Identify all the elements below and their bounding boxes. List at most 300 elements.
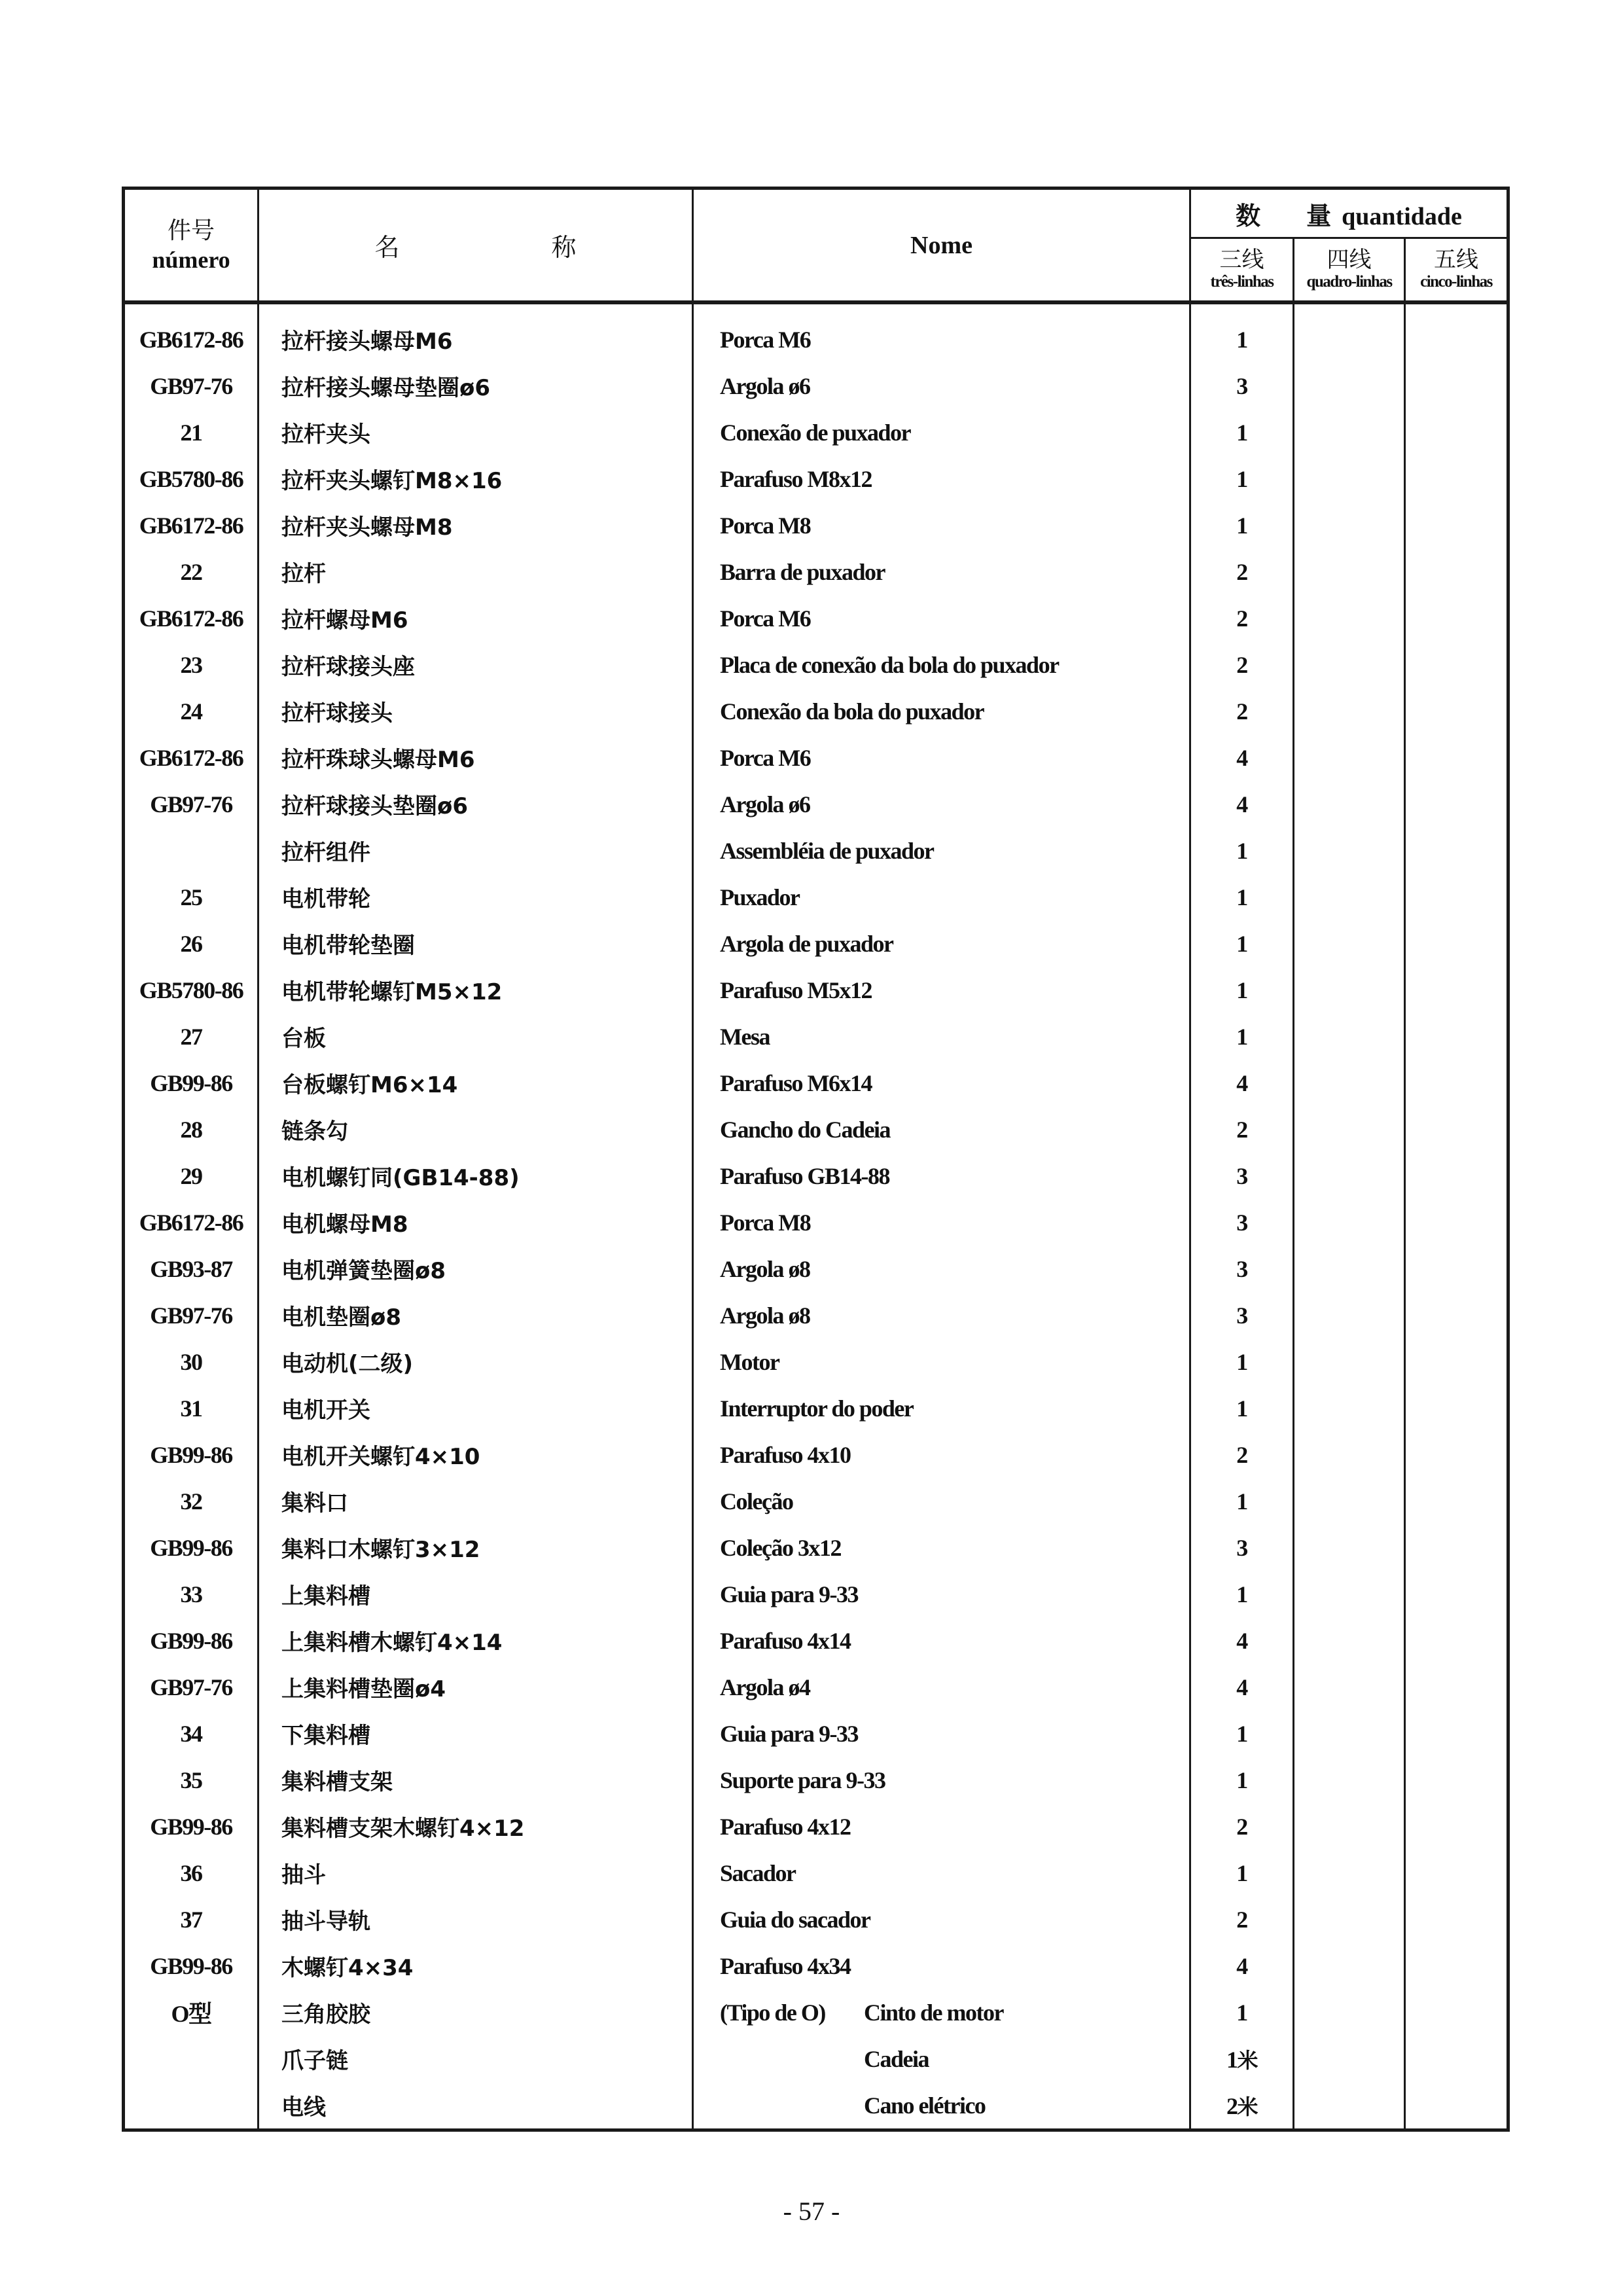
table-row xyxy=(124,1664,1508,1710)
table-row xyxy=(124,781,1508,827)
qty-value: 2 xyxy=(1236,605,1247,632)
cell-name-cn: 拉杆 xyxy=(259,548,693,595)
qty-value: 2 xyxy=(1236,1441,1247,1468)
cell-numero: 23 xyxy=(124,641,259,688)
cell-qty-quadro-linhas xyxy=(1294,1710,1405,1757)
nome-pt-text: Cano elétrico xyxy=(864,2092,986,2119)
cell-qty-quadro-linhas xyxy=(1294,1757,1405,1803)
header-cinco-linhas xyxy=(1405,238,1508,303)
cell-nome-pt xyxy=(693,409,1190,456)
cell-qty-cinco-linhas xyxy=(1405,1060,1508,1106)
table-row xyxy=(124,1153,1508,1199)
nome-pt-text: Coleção 3x12 xyxy=(720,1534,841,1561)
cell-qty-quadro-linhas xyxy=(1294,2036,1405,2082)
cell-name-cn: 上集料槽木螺钉4×14 xyxy=(259,1617,693,1664)
table-row xyxy=(124,2082,1508,2130)
cell-numero: GB6172-86 xyxy=(124,734,259,781)
table-header xyxy=(124,188,1508,303)
table-row xyxy=(124,967,1508,1013)
cell-qty-cinco-linhas xyxy=(1405,595,1508,641)
qty-value: 1 xyxy=(1236,326,1247,353)
cell-qty-cinco-linhas xyxy=(1405,1896,1508,1943)
cell-name-cn: 拉杆珠球头螺母M6 xyxy=(259,734,693,781)
nome-pt-text: Suporte para 9-33 xyxy=(720,1767,885,1793)
qty-value: 2 xyxy=(1236,1116,1247,1143)
cell-name-cn: 下集料槽 xyxy=(259,1710,693,1757)
table-row xyxy=(124,409,1508,456)
nome-pt-text: Porca M8 xyxy=(720,1209,811,1236)
cell-numero xyxy=(124,827,259,874)
cell-nome-pt xyxy=(693,1664,1190,1710)
header-quantity-cn-1: 数 xyxy=(1236,201,1261,230)
nome-pt-text: Cinto de motor xyxy=(864,1999,1003,2026)
cell-qty-quadro-linhas xyxy=(1294,641,1405,688)
qty-value: 1 xyxy=(1236,419,1247,446)
cell-numero: GB99-86 xyxy=(124,1524,259,1571)
page-number: - 57 - xyxy=(783,2197,840,2226)
cell-qty-tres-linhas xyxy=(1190,2082,1294,2130)
cell-name-cn: 台板螺钉M6×14 xyxy=(259,1060,693,1106)
cell-qty-cinco-linhas xyxy=(1405,1710,1508,1757)
cell-nome-pt xyxy=(693,1013,1190,1060)
nome-pt-text: Argola de puxador xyxy=(720,930,893,957)
cell-nome-pt xyxy=(693,1710,1190,1757)
table-body xyxy=(124,302,1508,2130)
cell-qty-cinco-linhas xyxy=(1405,920,1508,967)
nome-pt-text: Argola ø6 xyxy=(720,791,810,817)
cell-qty-tres-linhas xyxy=(1190,1013,1294,1060)
cell-name-cn: 上集料槽垫圈ø4 xyxy=(259,1664,693,1710)
cell-qty-tres-linhas xyxy=(1190,1943,1294,1989)
cell-qty-tres-linhas xyxy=(1190,1664,1294,1710)
qty-value: 2 xyxy=(1226,2092,1238,2119)
cell-qty-cinco-linhas xyxy=(1405,1199,1508,1246)
cell-nome-pt xyxy=(693,1153,1190,1199)
cell-nome-pt xyxy=(693,1106,1190,1153)
cell-qty-cinco-linhas xyxy=(1405,641,1508,688)
cell-numero: GB97-76 xyxy=(124,1664,259,1710)
table-row xyxy=(124,1524,1508,1571)
cell-numero: GB99-86 xyxy=(124,1060,259,1106)
cell-qty-tres-linhas xyxy=(1190,302,1294,363)
qty-value: 4 xyxy=(1236,1952,1247,1979)
cell-nome-pt xyxy=(693,1246,1190,1292)
cell-nome-pt xyxy=(693,641,1190,688)
qty-value: 3 xyxy=(1236,1162,1247,1189)
nome-pt-text: Argola ø8 xyxy=(720,1302,810,1329)
cell-nome-pt xyxy=(693,688,1190,734)
qty-value: 3 xyxy=(1236,372,1247,399)
cell-qty-tres-linhas xyxy=(1190,1153,1294,1199)
cell-nome-pt xyxy=(693,1896,1190,1943)
table-row xyxy=(124,1292,1508,1338)
cell-numero: 28 xyxy=(124,1106,259,1153)
cell-numero: GB97-76 xyxy=(124,363,259,409)
cell-qty-quadro-linhas xyxy=(1294,688,1405,734)
nome-pt-text: Parafuso 4x10 xyxy=(720,1441,851,1468)
nome-pt-text: Parafuso 4x14 xyxy=(720,1627,851,1654)
qty-value: 2 xyxy=(1236,1813,1247,1840)
cell-qty-quadro-linhas xyxy=(1294,409,1405,456)
nome-pt-text: Assembléia de puxador xyxy=(720,837,934,864)
cell-nome-pt xyxy=(693,1292,1190,1338)
cell-qty-tres-linhas xyxy=(1190,1246,1294,1292)
table-row xyxy=(124,1106,1508,1153)
cell-numero: O型 xyxy=(124,1989,259,2036)
cell-qty-tres-linhas xyxy=(1190,502,1294,548)
cell-qty-quadro-linhas xyxy=(1294,1292,1405,1338)
qty-value: 3 xyxy=(1236,1302,1247,1329)
qty-unit: 米 xyxy=(1237,2047,1257,2073)
qty-value: 1 xyxy=(1236,1720,1247,1747)
nome-pt-text: Porca M6 xyxy=(720,744,811,771)
cell-qty-quadro-linhas xyxy=(1294,1943,1405,1989)
nome-pt-text: Guia para 9-33 xyxy=(720,1581,859,1607)
cell-qty-tres-linhas xyxy=(1190,1060,1294,1106)
cell-qty-cinco-linhas xyxy=(1405,363,1508,409)
qty-value: 1 xyxy=(1236,1023,1247,1050)
nome-pt-text: Cadeia xyxy=(864,2045,929,2072)
header-name-cn: 名 称 xyxy=(259,188,693,303)
nome-pt-text: Argola ø8 xyxy=(720,1255,810,1282)
nome-pt-text: Guia para 9-33 xyxy=(720,1720,859,1747)
header-quantity-pt: quantidade xyxy=(1342,202,1462,230)
cell-name-cn: 拉杆夹头螺钉M8×16 xyxy=(259,456,693,502)
cell-qty-cinco-linhas xyxy=(1405,302,1508,363)
cell-qty-cinco-linhas xyxy=(1405,967,1508,1013)
cell-qty-quadro-linhas xyxy=(1294,1571,1405,1617)
cell-nome-pt xyxy=(693,874,1190,920)
cell-numero: GB97-76 xyxy=(124,1292,259,1338)
table-row xyxy=(124,1478,1508,1524)
cell-nome-pt xyxy=(693,2036,1190,2082)
cell-numero: GB97-76 xyxy=(124,781,259,827)
nome-pt-text: Interruptor do poder xyxy=(720,1395,914,1422)
cell-nome-pt xyxy=(693,502,1190,548)
nome-pt-text: Parafuso M5x12 xyxy=(720,977,872,1003)
cell-qty-quadro-linhas xyxy=(1294,920,1405,967)
header-sub-cn: 三线 xyxy=(1219,247,1264,273)
cell-name-cn: 拉杆夹头 xyxy=(259,409,693,456)
cell-name-cn: 电机带轮螺钉M5×12 xyxy=(259,967,693,1013)
cell-qty-tres-linhas xyxy=(1190,688,1294,734)
cell-qty-tres-linhas xyxy=(1190,874,1294,920)
cell-qty-tres-linhas xyxy=(1190,1478,1294,1524)
cell-qty-cinco-linhas xyxy=(1405,1757,1508,1803)
cell-name-cn: 抽斗导轨 xyxy=(259,1896,693,1943)
nome-pt-text: Conexão de puxador xyxy=(720,419,911,446)
cell-qty-tres-linhas xyxy=(1190,1292,1294,1338)
header-nome: Nome xyxy=(693,188,1190,303)
cell-qty-quadro-linhas xyxy=(1294,456,1405,502)
qty-value: 3 xyxy=(1236,1255,1247,1282)
qty-value: 4 xyxy=(1236,1674,1247,1700)
cell-name-cn: 拉杆球接头垫圈ø6 xyxy=(259,781,693,827)
cell-qty-tres-linhas xyxy=(1190,920,1294,967)
cell-qty-tres-linhas xyxy=(1190,1524,1294,1571)
cell-qty-tres-linhas xyxy=(1190,781,1294,827)
cell-qty-quadro-linhas xyxy=(1294,1617,1405,1664)
cell-qty-tres-linhas xyxy=(1190,1431,1294,1478)
cell-nome-pt xyxy=(693,548,1190,595)
cell-numero: 32 xyxy=(124,1478,259,1524)
cell-qty-tres-linhas xyxy=(1190,967,1294,1013)
cell-qty-cinco-linhas xyxy=(1405,2082,1508,2130)
table-row xyxy=(124,874,1508,920)
table-row xyxy=(124,1896,1508,1943)
qty-value: 1 xyxy=(1236,1999,1247,2026)
table-row xyxy=(124,1710,1508,1757)
cell-nome-pt xyxy=(693,1989,1190,2036)
qty-value: 1 xyxy=(1236,837,1247,864)
cell-qty-quadro-linhas xyxy=(1294,827,1405,874)
cell-qty-quadro-linhas xyxy=(1294,548,1405,595)
header-numero-pt: número xyxy=(152,247,230,273)
cell-name-cn: 集料口木螺钉3×12 xyxy=(259,1524,693,1571)
qty-value: 1 xyxy=(1236,1395,1247,1422)
cell-qty-cinco-linhas xyxy=(1405,1571,1508,1617)
cell-numero: 30 xyxy=(124,1338,259,1385)
cell-numero: GB99-86 xyxy=(124,1617,259,1664)
table-row xyxy=(124,641,1508,688)
header-quantity-cn-2: 量 xyxy=(1306,201,1332,230)
table-row xyxy=(124,502,1508,548)
cell-qty-quadro-linhas xyxy=(1294,1153,1405,1199)
qty-unit: 米 xyxy=(1237,2094,1257,2119)
nome-pt-text: Placa de conexão da bola do puxador xyxy=(720,651,1059,678)
cell-qty-cinco-linhas xyxy=(1405,781,1508,827)
cell-qty-quadro-linhas xyxy=(1294,363,1405,409)
cell-nome-pt xyxy=(693,2082,1190,2130)
header-tres-linhas xyxy=(1190,238,1294,303)
cell-qty-cinco-linhas xyxy=(1405,1943,1508,1989)
qty-value: 2 xyxy=(1236,698,1247,725)
cell-numero: GB99-86 xyxy=(124,1803,259,1850)
cell-nome-pt xyxy=(693,827,1190,874)
cell-numero: 33 xyxy=(124,1571,259,1617)
qty-value: 1 xyxy=(1236,1348,1247,1375)
qty-value: 4 xyxy=(1236,791,1247,817)
qty-value: 1 xyxy=(1236,465,1247,492)
cell-numero: 24 xyxy=(124,688,259,734)
nome-pt-text: Parafuso M6x14 xyxy=(720,1069,872,1096)
header-numero xyxy=(124,188,259,303)
cell-name-cn: 电机带轮垫圈 xyxy=(259,920,693,967)
header-sub-pt: quadro-linhas xyxy=(1306,273,1392,291)
cell-numero: 34 xyxy=(124,1710,259,1757)
nome-pt-text: Puxador xyxy=(720,884,800,910)
cell-qty-quadro-linhas xyxy=(1294,734,1405,781)
cell-nome-pt xyxy=(693,920,1190,967)
cell-qty-tres-linhas xyxy=(1190,827,1294,874)
cell-qty-tres-linhas xyxy=(1190,1989,1294,2036)
cell-nome-pt xyxy=(693,1803,1190,1850)
table-row xyxy=(124,595,1508,641)
qty-value: 3 xyxy=(1236,1209,1247,1236)
cell-qty-quadro-linhas xyxy=(1294,1850,1405,1896)
cell-name-cn: 拉杆螺母M6 xyxy=(259,595,693,641)
cell-qty-quadro-linhas xyxy=(1294,1246,1405,1292)
qty-value: 1 xyxy=(1226,2046,1238,2073)
cell-nome-pt xyxy=(693,1617,1190,1664)
qty-value: 2 xyxy=(1236,1906,1247,1933)
cell-nome-pt xyxy=(693,1757,1190,1803)
cell-name-cn: 电机弹簧垫圈ø8 xyxy=(259,1246,693,1292)
header-quantity xyxy=(1190,188,1508,238)
cell-name-cn: 木螺钉4×34 xyxy=(259,1943,693,1989)
cell-qty-quadro-linhas xyxy=(1294,967,1405,1013)
cell-qty-tres-linhas xyxy=(1190,1617,1294,1664)
nome-pt-text: Porca M6 xyxy=(720,605,811,632)
cell-numero: 26 xyxy=(124,920,259,967)
cell-qty-cinco-linhas xyxy=(1405,409,1508,456)
cell-qty-cinco-linhas xyxy=(1405,1246,1508,1292)
cell-qty-tres-linhas xyxy=(1190,1385,1294,1431)
cell-qty-cinco-linhas xyxy=(1405,502,1508,548)
cell-nome-pt xyxy=(693,1060,1190,1106)
table-row xyxy=(124,548,1508,595)
cell-qty-tres-linhas xyxy=(1190,1757,1294,1803)
table-row xyxy=(124,2036,1508,2082)
cell-qty-cinco-linhas xyxy=(1405,1385,1508,1431)
nome-pt-text: Barra de puxador xyxy=(720,558,885,585)
table-row xyxy=(124,1338,1508,1385)
cell-qty-cinco-linhas xyxy=(1405,1617,1508,1664)
cell-name-cn: 拉杆夹头螺母M8 xyxy=(259,502,693,548)
cell-numero: GB99-86 xyxy=(124,1943,259,1989)
table-row xyxy=(124,1060,1508,1106)
table-row xyxy=(124,302,1508,363)
cell-numero: 31 xyxy=(124,1385,259,1431)
nome-pt-text: Porca M6 xyxy=(720,326,811,353)
table-row xyxy=(124,1431,1508,1478)
cell-nome-pt xyxy=(693,1943,1190,1989)
nome-pt-text: Parafuso GB14-88 xyxy=(720,1162,889,1189)
cell-qty-tres-linhas xyxy=(1190,1106,1294,1153)
cell-qty-quadro-linhas xyxy=(1294,302,1405,363)
cell-qty-tres-linhas xyxy=(1190,734,1294,781)
table-row xyxy=(124,827,1508,874)
nome-pt-text: Parafuso 4x34 xyxy=(720,1952,851,1979)
cell-qty-cinco-linhas xyxy=(1405,2036,1508,2082)
cell-numero: 36 xyxy=(124,1850,259,1896)
table-row xyxy=(124,1013,1508,1060)
cell-qty-quadro-linhas xyxy=(1294,781,1405,827)
cell-numero xyxy=(124,2082,259,2130)
table-row xyxy=(124,363,1508,409)
cell-qty-quadro-linhas xyxy=(1294,1478,1405,1524)
cell-nome-pt xyxy=(693,1338,1190,1385)
table-row xyxy=(124,1803,1508,1850)
cell-name-cn: 集料口 xyxy=(259,1478,693,1524)
cell-name-cn: 电机垫圈ø8 xyxy=(259,1292,693,1338)
cell-nome-pt xyxy=(693,967,1190,1013)
cell-qty-quadro-linhas xyxy=(1294,1338,1405,1385)
cell-qty-cinco-linhas xyxy=(1405,1431,1508,1478)
qty-value: 1 xyxy=(1236,1859,1247,1886)
cell-qty-tres-linhas xyxy=(1190,1199,1294,1246)
table-row xyxy=(124,456,1508,502)
cell-qty-quadro-linhas xyxy=(1294,1385,1405,1431)
cell-qty-quadro-linhas xyxy=(1294,595,1405,641)
cell-qty-tres-linhas xyxy=(1190,641,1294,688)
table-row xyxy=(124,1246,1508,1292)
qty-value: 1 xyxy=(1236,512,1247,539)
header-sub-pt: cinco-linhas xyxy=(1420,273,1492,291)
qty-value: 1 xyxy=(1236,930,1247,957)
nome-pt-text: Argola ø4 xyxy=(720,1674,810,1700)
nome-pt-text: Mesa xyxy=(720,1023,770,1050)
cell-qty-quadro-linhas xyxy=(1294,1013,1405,1060)
cell-name-cn: 抽斗 xyxy=(259,1850,693,1896)
cell-nome-pt xyxy=(693,302,1190,363)
cell-qty-quadro-linhas xyxy=(1294,1896,1405,1943)
cell-qty-cinco-linhas xyxy=(1405,1803,1508,1850)
table-row xyxy=(124,1199,1508,1246)
cell-qty-quadro-linhas xyxy=(1294,874,1405,920)
cell-numero: 37 xyxy=(124,1896,259,1943)
cell-qty-quadro-linhas xyxy=(1294,1431,1405,1478)
cell-qty-cinco-linhas xyxy=(1405,734,1508,781)
cell-nome-pt xyxy=(693,595,1190,641)
cell-name-cn: 拉杆接头螺母M6 xyxy=(259,302,693,363)
cell-numero: GB99-86 xyxy=(124,1431,259,1478)
table-row xyxy=(124,1385,1508,1431)
cell-qty-cinco-linhas xyxy=(1405,1153,1508,1199)
qty-value: 3 xyxy=(1236,1534,1247,1561)
cell-name-cn: 拉杆接头螺母垫圈ø6 xyxy=(259,363,693,409)
cell-qty-quadro-linhas xyxy=(1294,502,1405,548)
cell-name-cn: 电机螺母M8 xyxy=(259,1199,693,1246)
cell-nome-pt xyxy=(693,363,1190,409)
nome-pt-text: Parafuso 4x12 xyxy=(720,1813,851,1840)
nome-pt-text: Parafuso M8x12 xyxy=(720,465,872,492)
nome-pt-text: Conexão da bola do puxador xyxy=(720,698,984,725)
cell-qty-tres-linhas xyxy=(1190,409,1294,456)
nome-pt-text: Motor xyxy=(720,1348,779,1375)
cell-name-cn: 电机螺钉同(GB14-88) xyxy=(259,1153,693,1199)
cell-numero: GB5780-86 xyxy=(124,967,259,1013)
cell-qty-tres-linhas xyxy=(1190,1338,1294,1385)
cell-qty-cinco-linhas xyxy=(1405,1664,1508,1710)
cell-qty-quadro-linhas xyxy=(1294,1664,1405,1710)
cell-qty-cinco-linhas xyxy=(1405,874,1508,920)
cell-name-cn: 电机开关 xyxy=(259,1385,693,1431)
cell-name-cn: 上集料槽 xyxy=(259,1571,693,1617)
cell-numero: GB5780-86 xyxy=(124,456,259,502)
cell-qty-cinco-linhas xyxy=(1405,1478,1508,1524)
cell-name-cn: 电线 xyxy=(259,2082,693,2130)
cell-numero xyxy=(124,2036,259,2082)
qty-value: 4 xyxy=(1236,744,1247,771)
table-row xyxy=(124,734,1508,781)
cell-numero: 22 xyxy=(124,548,259,595)
cell-qty-cinco-linhas xyxy=(1405,688,1508,734)
cell-qty-tres-linhas xyxy=(1190,1803,1294,1850)
nome-pt-text: Gancho do Cadeia xyxy=(720,1116,891,1143)
cell-nome-pt xyxy=(693,1571,1190,1617)
cell-numero: 25 xyxy=(124,874,259,920)
cell-numero: GB93-87 xyxy=(124,1246,259,1292)
cell-qty-tres-linhas xyxy=(1190,1710,1294,1757)
cell-nome-pt xyxy=(693,734,1190,781)
table-row xyxy=(124,1989,1508,2036)
table-row xyxy=(124,1757,1508,1803)
cell-qty-tres-linhas xyxy=(1190,1850,1294,1896)
cell-nome-pt xyxy=(693,1199,1190,1246)
cell-nome-pt xyxy=(693,1478,1190,1524)
cell-qty-quadro-linhas xyxy=(1294,1106,1405,1153)
